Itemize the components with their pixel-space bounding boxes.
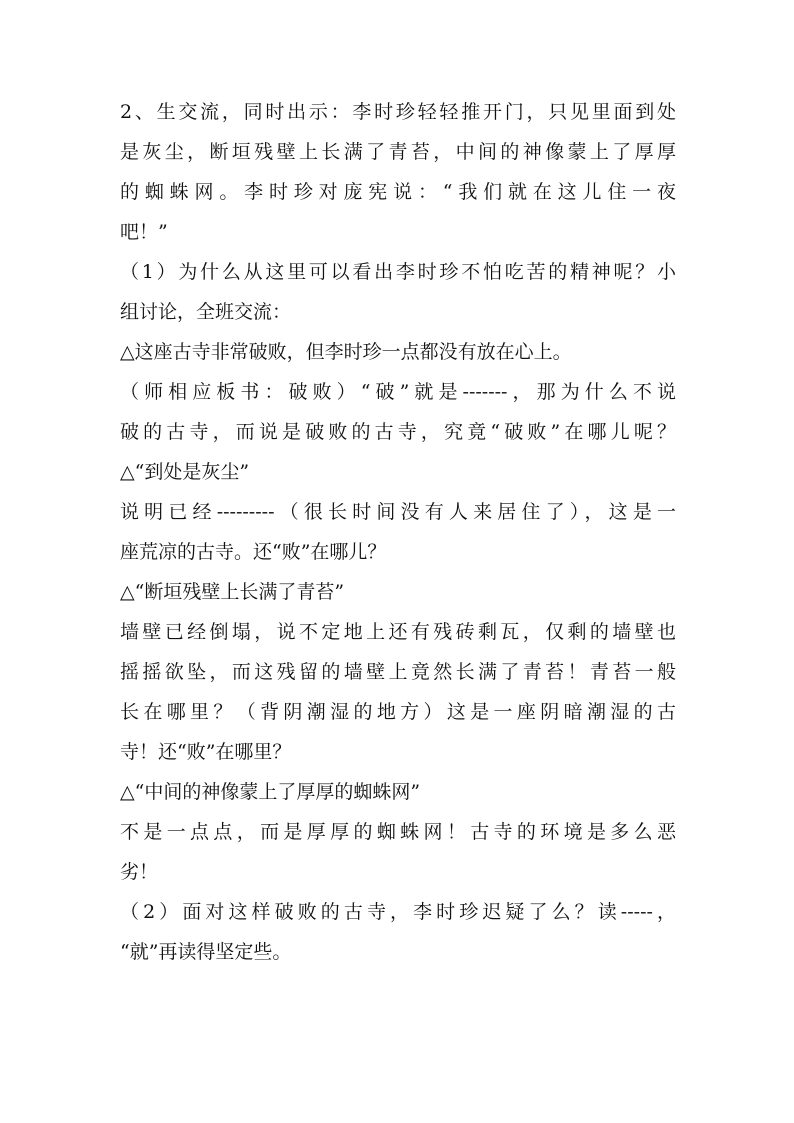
- paragraph-line: “就”再读得坚定些。: [120, 941, 292, 963]
- paragraph-line: △“中间的神像蒙上了厚厚的蜘蛛网”: [120, 781, 421, 803]
- paragraph-line: 劣！: [120, 861, 159, 883]
- paragraph-line: 吧！”: [120, 221, 168, 243]
- document-body: [120, 92, 676, 972]
- paragraph-line: 破的古寺，而说是破败的古寺，究竟“破败”在哪儿呢？: [120, 421, 676, 443]
- paragraph-line: 寺！还“败”在哪里？: [120, 741, 292, 763]
- paragraph-line: 座荒凉的古寺。还“败”在哪儿？: [120, 541, 387, 563]
- paragraph-line: 2、生交流，同时出示：李时珍轻轻推开门，只见里面到处: [120, 101, 676, 123]
- paragraph-line: （1）为什么从这里可以看出李时珍不怕吃苦的精神呢？小: [120, 261, 676, 283]
- paragraph-line: 墙壁已经倒塌，说不定地上还有残砖剩瓦，仅剩的墙壁也: [120, 621, 676, 643]
- paragraph-line: 不是一点点，而是厚厚的蜘蛛网！古寺的环境是多么恶: [120, 821, 676, 843]
- paragraph-line: 是灰尘，断垣残壁上长满了青苔，中间的神像蒙上了厚厚: [120, 141, 676, 163]
- paragraph-line: （2）面对这样破败的古寺，李时珍迟疑了么？读-----，: [120, 901, 676, 923]
- paragraph-line: 长在哪里？（背阴潮湿的地方）这是一座阴暗潮湿的古: [120, 701, 676, 723]
- paragraph-line: 说明已经---------（很长时间没有人来居住了），这是一: [120, 501, 676, 523]
- paragraph-line: （师相应板书：破败）“破”就是-------，那为什么不说: [120, 381, 676, 403]
- paragraph-line: △这座古寺非常破败，但李时珍一点都没有放在心上。: [120, 341, 572, 363]
- paragraph-line: 摇摇欲坠，而这残留的墙壁上竟然长满了青苔！青苔一般: [120, 661, 676, 683]
- paragraph-line: △“到处是灰尘”: [120, 461, 250, 483]
- paragraph-line: △“断垣残壁上长满了青苔”: [120, 581, 345, 603]
- paragraph-line: 的蜘蛛网。李时珍对庞宪说：“我们就在这儿住一夜: [120, 181, 676, 203]
- paragraph-line: 组讨论，全班交流：: [120, 301, 292, 323]
